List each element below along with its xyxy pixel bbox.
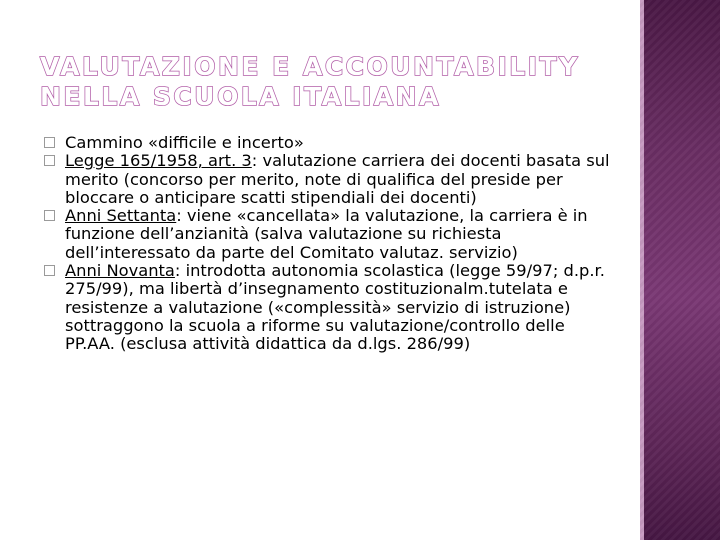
bullet-item-cammino <box>44 134 614 152</box>
decorative-side-panel <box>640 0 720 540</box>
bullet-text: Cammino «difficile e incerto» <box>65 133 304 152</box>
bullet-text: : introdotta autonomia scolastica (legge 59/97; d.p.r. 275/99), ma libertà d’insegnamento costituzionalm.tutelata e resistenze a valutazione («complessità» servizio di istruzione) sottraggono la scuola a riforme su valutazione/controllo delle PP.AA. (esclusa attività didattica da d.lgs. 286/99) <box>65 261 605 354</box>
bullet-item-legge-1958 <box>44 152 614 207</box>
bullet-text: : viene «cancellata» la valutazione, la carriera è in funzione dell’anzianità (salva valutazione su richiesta dell’interessato da parte del Comitato valutaz. servizio) <box>65 206 588 262</box>
bullet-box-icon <box>44 210 55 221</box>
bullet-link-anni-settanta[interactable]: Anni Settanta <box>65 206 177 226</box>
slide-title-line-2: NELLA SCUOLA ITALIANA <box>40 82 441 111</box>
bullet-box-icon <box>44 155 55 166</box>
bullet-box-icon <box>44 265 55 276</box>
slide-title-line-1: VALUTAZIONE E ACCOUNTABILITY <box>40 52 580 81</box>
bullet-link-legge-1958[interactable]: Legge 165/1958, art. 3 <box>65 151 252 171</box>
bullet-link-anni-novanta[interactable]: Anni Novanta <box>65 261 175 281</box>
slide-title <box>40 52 620 112</box>
bullet-item-anni-novanta <box>44 262 614 353</box>
bullet-box-icon <box>44 137 55 148</box>
bullet-item-anni-settanta <box>44 207 614 262</box>
bullet-list <box>44 134 614 354</box>
bullet-text: : valutazione carriera dei docenti basata sul merito (concorso per merito, note di qualifica del preside per bloccare o anticipare scatti stipendiali dei docenti) <box>65 151 610 207</box>
